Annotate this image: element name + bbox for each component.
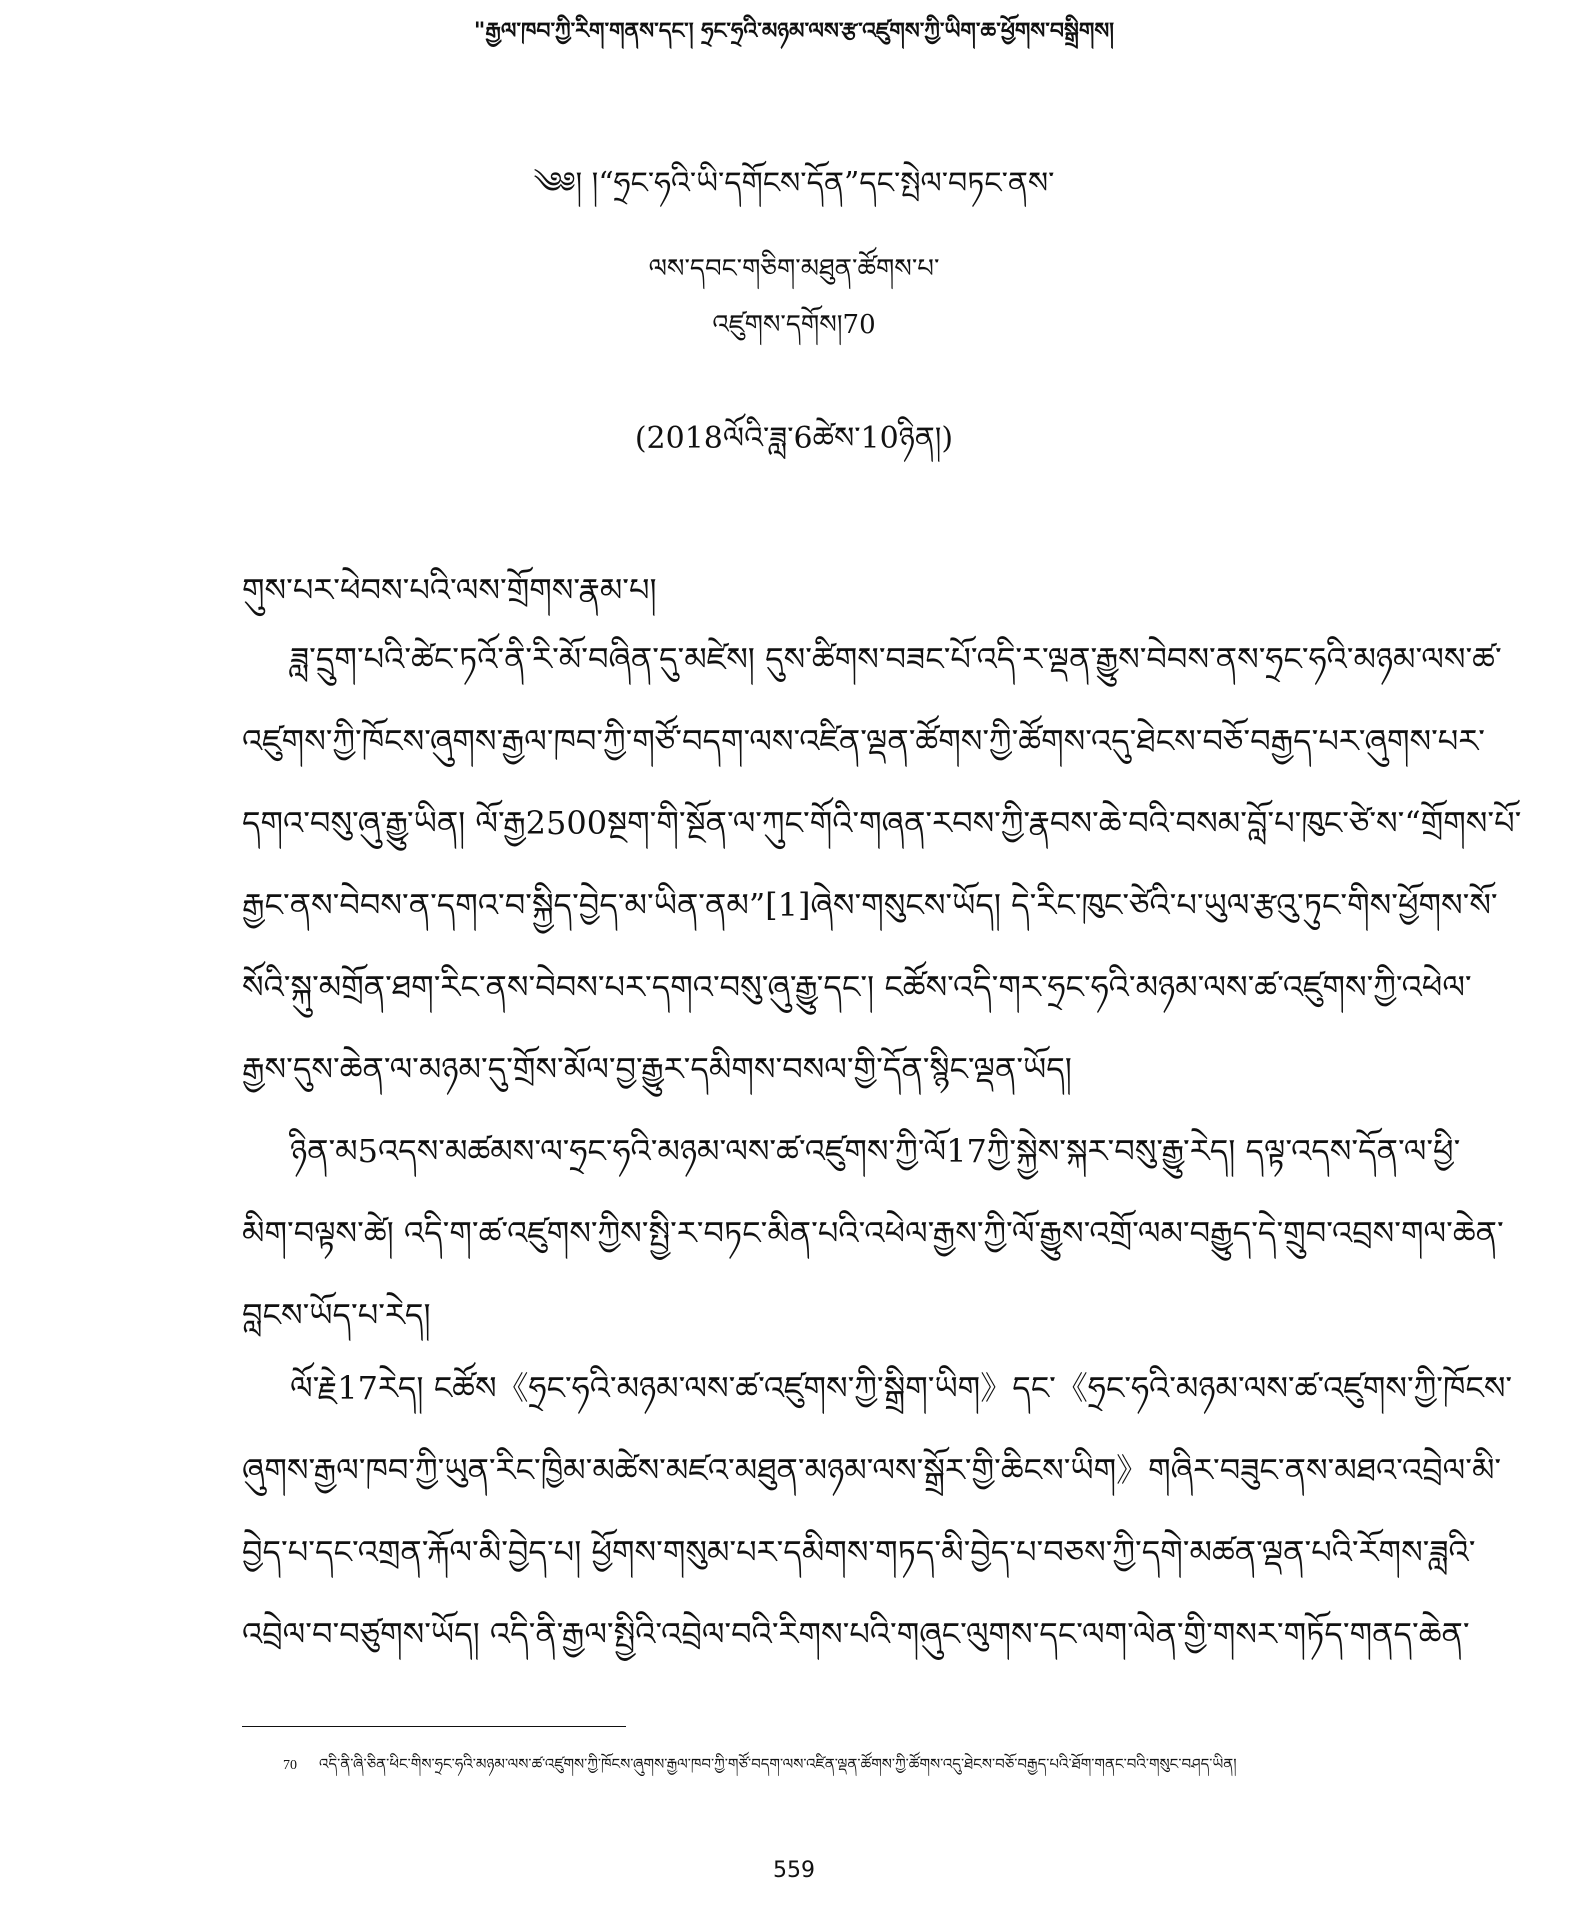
paragraph-line: བྱེད་པ་དང་འགྲན་རྐོལ་མི་བྱེད་པ། ཕྱོགས་གསུམ་པར་དམིགས་གཏད་མི་བྱེད་པ་བཅས་ཀྱི་དགེ་མཚན་ལྡན་པའི་རོགས་ཟླའི་ — [242, 1533, 1476, 1571]
paragraph-line: ཞུགས་རྒྱལ་ཁབ་ཀྱི་ཡུན་རིང་ཁྱིམ་མཚེས་མཛའ་མཐུན་མཉམ་ལས་སྒྲོར་གྱི་ཆིངས་ཡིག》གཞིར་བཟུང་ནས་མཐའ་འབྲེལ་མི་ — [242, 1451, 1502, 1489]
paragraph-2 — [242, 1110, 1504, 1356]
document-title: ༄༅། །“ཧྲང་ཧའི་ཡི་དགོངས་དོན”དང་སྤེལ་བཏང་ནས་ — [533, 166, 1055, 201]
paragraph-line: མིག་བལྟས་ཚེ། འདི་ག་ཚ་འཛུགས་ཀྱིས་སྤྱི་ར་བཏང་མིན་པའི་འཕེལ་རྒྱས་ཀྱི་ལོ་རྒྱུས་འགྲོ་ལམ་བརྒྱུད་དེ་གྲུབ་འབྲས་གལ་ཆེན་ — [242, 1214, 1504, 1252]
paragraph-3 — [242, 1347, 1513, 1675]
paragraph-line: དགའ་བསུ་ཞུ་རྒྱུ་ཡིན། ལོ་རྒྱ2500སྔག་གི་སྔོན་ལ་ཀུང་གོའི་གཞན་རབས་ཀྱི་རྣབས་ཆེ་བའི་བསམ་བློ་པ་ཁུང་ཙེ་ས་“གྲོགས་པོ་ — [242, 804, 1522, 842]
footnote — [283, 1748, 1333, 1790]
document-subtitle: ལས་དབང་གཅིག་མཐུན་ཚོགས་པ་ — [648, 254, 940, 284]
paragraph-1 — [242, 618, 1522, 1110]
paragraph-line: ཟླ་དྲུག་པའི་ཚེང་ཏའོ་ནི་རི་མོ་བཞིན་དུ་མཛེས། དུས་ཚིགས་བཟང་པོ་འདི་ར་ལྡན་རྒྱུས་བེབས་ནས་ཧྲང་ཧའི་མཉམ་ལས་ཚ་ — [290, 640, 1502, 678]
page-number: 559 — [773, 1858, 815, 1883]
document-date: (2018ལོའི་ཟླ་6ཚེས་10ཉིན།) — [634, 421, 954, 456]
paragraph-line: འཛུགས་ཀྱི་ཁོངས་ཞུགས་རྒྱལ་ཁབ་ཀྱི་གཙོ་བདག་ལས་འཛིན་ལྡན་ཚོགས་ཀྱི་ཚོགས་འདུ་ཐེངས་བཅོ་བརྒྱད་པར་ཞུགས་པར་ — [242, 722, 1485, 760]
running-header: "རྒྱལ་ཁབ་ཀྱི་རིག་གནས་དང་། ཧྲང་ཧྲའི་མཉམ་ལས་རྩ་འཛུགས་ཀྱི་ཡིག་ཆ་ཕྱོགས་བསྒྲིགས། — [473, 19, 1115, 44]
footnote-separator — [242, 1726, 626, 1727]
paragraph-line: སོའི་སྐུ་མགྲོན་ཐག་རིང་ནས་བེབས་པར་དགའ་བསུ་ཞུ་རྒྱུ་དང་། ངཚོས་འདི་གར་ཧྲང་ཧའི་མཉམ་ལས་ཚ་འཛུགས་ཀྱི་འཕེལ་ — [242, 968, 1472, 1006]
paragraph-line: རྒྱས་དུས་ཆེན་ལ་མཉམ་དུ་གྲོས་མོལ་བྱ་རྒྱུར་དམིགས་བསལ་གྱི་དོན་སྙིང་ལྡན་ཡོད། — [242, 1050, 1072, 1088]
document-title-line-2: འཛུགས་དགོས།70 — [712, 310, 876, 340]
paragraph-line: ཉིན་མ5འདས་མཚམས་ལ་ཧྲང་ཧའི་མཉམ་ལས་ཚ་འཛུགས་ཀྱི་ལོ17ཀྱི་སྐྱེས་སྐར་བསུ་རྒྱུ་རེད། དལྟ་འདས་དོན་ལ་ཕྱི་ — [290, 1132, 1461, 1170]
paragraph-line: འབྲེལ་བ་བཙུགས་ཡོད། འདི་ནི་རྒྱལ་སྤྱིའི་འབྲེལ་བའི་རིགས་པའི་གཞུང་ལུགས་དང་ལག་ལེན་གྱི་གསར་གཏོད་གནད་ཆེན་ — [242, 1615, 1470, 1653]
paragraph-line: བླངས་ཡོད་པ་རེད། — [242, 1296, 431, 1334]
paragraph-line: རྒྱང་ནས་བེབས་ན་དགའ་བ་སྐྱིད་བྱེད་མ་ཡིན་ནམ”[1]ཞེས་གསུངས་ཡོད། དེ་རིང་ཁུང་ཙེའི་པ་ཡུལ་རྩའུ་ཏུང་གིས་ཕྱོགས་སོ་ — [242, 886, 1498, 924]
paragraph-line: ལོ་རྗེ17རེད། ངཚོས《ཧྲང་ཧའི་མཉམ་ལས་ཚ་འཛུགས་ཀྱི་སྒྲིག་ཡིག》དང་《ཧྲང་ཧའི་མཉམ་ལས་ཚ་འཛུགས་ཀྱི་ཁོངས་ — [290, 1369, 1513, 1407]
footnote-text: འདི་ནི་ཞི་ཅིན་ཕིང་གིས་ཧྲང་ཧའི་མཉམ་ལས་ཚ་འཛུགས་ཀྱི་ཁོངས་ཞུགས་རྒྱལ་ཁབ་ཀྱི་གཙོ་བདག་ལས་འཛིན་ལྡན་ཚོགས་ཀྱི་ཚོགས་འདུ་ཐེངས་བཅོ་བརྒྱད་པའི་ཐོག་གནང་བའི་གསུང་བཤད་ཡིན། — [319, 1755, 1237, 1773]
footnote-number: 70 — [283, 1758, 297, 1773]
salutation: གུས་པར་ཕེབས་པའི་ལས་གྲོགས་རྣམ་པ། — [242, 571, 657, 609]
